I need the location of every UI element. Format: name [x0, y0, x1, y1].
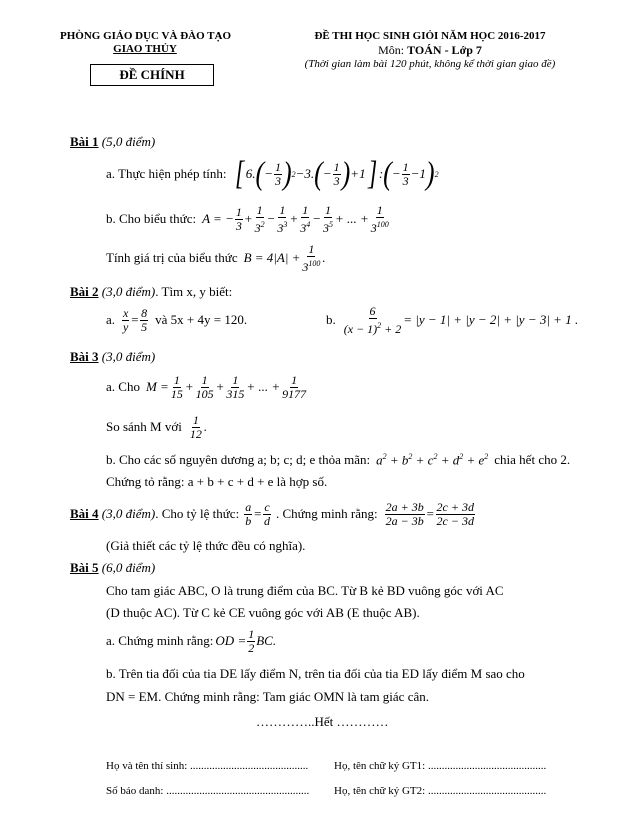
bai5-title: Bài 5: [70, 560, 99, 575]
bai5-heading: [70, 560, 155, 576]
bai4-text2: . Chứng minh rằng:: [275, 506, 378, 521]
proctor1-field: Họ, tên chữ ký GT1: ...........................................: [334, 760, 547, 772]
bai1-b-label: b. Cho biểu thức:: [106, 211, 197, 226]
bai5-a-expression: OD = $\frac{1}{2}$ BC.: [215, 626, 277, 655]
bai3-heading: [70, 349, 155, 365]
exam-title: ĐỀ THI HỌC SINH GIỎI NĂM HỌC 2016-2017: [314, 30, 546, 42]
bai3-points: (3,0 điểm): [101, 349, 156, 364]
header-department: PHÒNG GIÁO DỤC VÀ ĐÀO TẠO: [60, 30, 232, 42]
end-marker: …………..Hết …………: [256, 714, 389, 729]
bai3-a: [106, 372, 308, 402]
bai2-b-expression: $\frac{6}{(x - 1)^2 + 2}$ = |y − 1| + |y − 2| + |y − 3| + 1 .: [343, 303, 579, 336]
bai3-compare-label: So sánh M với: [106, 419, 182, 434]
bai2-a: [106, 304, 247, 336]
bai1-a-expression: [ 6. ( − $\frac{1}{3}$ ) 2 −3. ( − $\frac{1}{3}$ ) +1 ] : ( − $\frac{1}{3}$ −1 ) 2: [234, 155, 439, 192]
bai2-intro: . Tìm x, y biết:: [155, 284, 233, 299]
bai3-b-line2: Chứng tỏ rằng: a + b + c + d + e là hợp số.: [106, 474, 328, 489]
bai2-b: [326, 302, 578, 338]
candidate-number-field: Số báo danh: ....................................................: [106, 785, 310, 797]
bai1-b2: [106, 241, 326, 274]
bai1-title: Bài 1: [70, 134, 99, 149]
bai4-title: Bài 4: [70, 506, 99, 521]
candidate-name-field: Họ và tên thí sinh: ...........................................: [106, 760, 309, 772]
bai4-points: (3,0 điểm): [101, 506, 156, 521]
exam-subject: [280, 43, 580, 58]
bai4: [70, 498, 476, 530]
bai2-points: (3,0 điểm): [101, 284, 156, 299]
bai5-b-line2: DN = EM. Chứng minh rằng: Tam giác OMN là tam giác cân.: [106, 689, 429, 704]
bai3-compare: [106, 412, 207, 442]
bai4-proof-expression: $\frac{2a + 3b}{2a - 3b}$ = $\frac{2c + 3d}{2c - 3d}$: [385, 499, 474, 528]
bai5-line2: (D thuộc AC). Từ C kẻ CE vuông góc với AB (E thuộc AB).: [106, 605, 420, 620]
bai3-b-line1: b. Cho các số nguyên dương a; b; c; d; e thỏa mãn:: [106, 452, 371, 468]
bai1-b2-expression: B = 4|A| + $\frac{1}{3^{100}}$ .: [243, 241, 326, 274]
bai1-b: [106, 204, 391, 234]
bai2-heading: [70, 284, 232, 300]
official-exam-box: ĐỀ CHÍNH: [90, 64, 214, 86]
bai3-b: [106, 452, 570, 468]
bai4-text1: . Cho tỷ lệ thức:: [155, 506, 240, 521]
bai2-a-label: a.: [106, 312, 116, 327]
bai3-b-expression: $a^2 + b^2 + c^2 + d^2 + e^2$: [376, 452, 489, 468]
subject-label: Môn:: [378, 43, 408, 57]
bai1-a: [106, 152, 439, 196]
bai1-points: (5,0 điểm): [101, 134, 156, 149]
bai2-a-text: và 5x + 4y = 120.: [155, 312, 248, 327]
header-district: GIAO THỦY: [113, 43, 177, 55]
bai2-b-label: b.: [326, 312, 336, 327]
bai2-a-expression: $\frac{x}{y}$ = $\frac{8}{5}$: [123, 305, 148, 334]
bai4-note: (Giả thiết các tỷ lệ thức đều có nghĩa).: [106, 538, 306, 553]
subject-value: TOÁN - Lớp 7: [407, 43, 482, 57]
bai1-a-label: a. Thực hiện phép tính:: [106, 166, 227, 181]
bai1-b2-label: Tính giá trị của biểu thức: [106, 250, 238, 265]
bai5-points: (6,0 điểm): [101, 560, 156, 575]
bai1-heading: [70, 134, 155, 150]
bai1-b-expression: A = − $\frac{1}{3}$ + $\frac{1}{3^2}$ − $\frac{1}{3^3}$ + $\frac{1}{3^4}$ − $\frac{1}{3^5}$ + ... + $\frac{1}{3^{100}}$: [202, 202, 389, 235]
bai3-title: Bài 3: [70, 349, 99, 364]
bai5-b-line1: b. Trên tia đối của tia DE lấy điểm N, trên tia đối của tia ED lấy điểm M sao cho: [106, 666, 525, 681]
bai3-a-expression: M = $\frac{1}{15}$ + $\frac{1}{105}$ + $\frac{1}{315}$ + ... + $\frac{1}{9177}$: [145, 372, 307, 401]
proctor2-field: Họ, tên chữ ký GT2: ...........................................: [334, 785, 547, 797]
exam-time-note: (Thời gian làm bài 120 phút, không kể thời gian giao đề): [304, 58, 556, 70]
bai4-ratio: $\frac{a}{b}$ = $\frac{c}{d}$: [245, 499, 270, 528]
bai5-a-label: a. Chứng minh rằng:: [106, 633, 214, 648]
bai3-compare-expression: $\frac{1}{12}$ .: [189, 412, 208, 441]
bai5-line1: Cho tam giác ABC, O là trung điểm của BC. Từ B kẻ BD vuông góc với AC: [106, 583, 504, 598]
bai3-b-line1-end: chia hết cho 2.: [494, 452, 571, 468]
bai3-a-label: a. Cho: [106, 379, 140, 394]
bai5-a: [106, 626, 276, 656]
bai2-title: Bài 2: [70, 284, 99, 299]
